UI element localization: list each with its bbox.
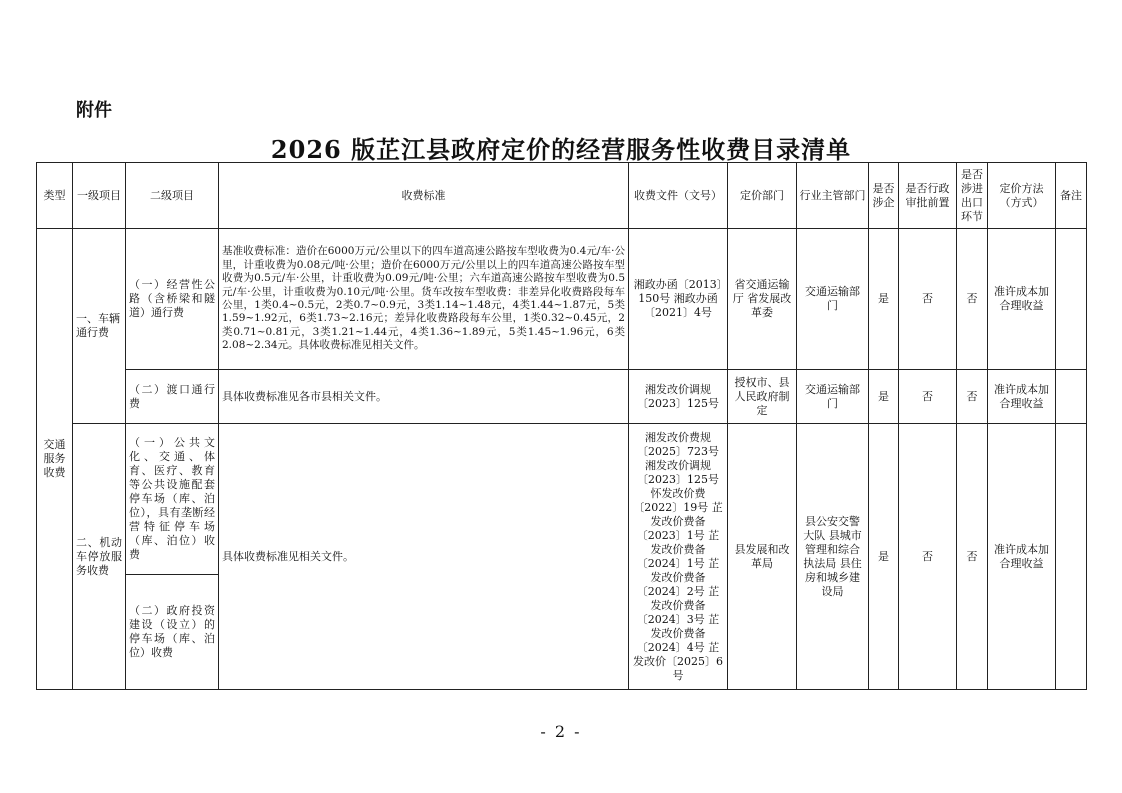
remark-cell xyxy=(1056,370,1087,424)
pricing-dept-cell: 县发展和改革局 xyxy=(728,424,797,690)
enterprise-cell: 是 xyxy=(869,424,899,690)
header-remark: 备注 xyxy=(1056,163,1087,229)
export-cell: 否 xyxy=(957,229,988,370)
document-cell: 湘发改价调规〔2023〕125号 xyxy=(629,370,728,424)
header-enterprise: 是否涉企 xyxy=(869,163,899,229)
level1-cell: 一、车辆通行费 xyxy=(73,229,126,424)
document-cell: 湘发改价费规〔2025〕723号 湘发改价调规〔2023〕125号 怀发改价费〔2022〕19号 芷发改价费备〔2023〕1号 芷发改价费备〔2024〕1号 芷发改价费备〔2024〕2号 芷发改价费备〔2024〕3号 芷发改价费备〔2024〕4号 芷发改价〔2025〕6号 xyxy=(629,424,728,690)
pricing-dept-cell: 授权市、县人民政府制定 xyxy=(728,370,797,424)
standard-cell: 具体收费标准见相关文件。 xyxy=(219,424,629,690)
level2-cell: （二）渡口通行费 xyxy=(126,370,219,424)
method-cell: 准许成本加合理收益 xyxy=(988,229,1056,370)
header-level2: 二级项目 xyxy=(126,163,219,229)
level2-cell: （一）经营性公路（含桥梁和隧道）通行费 xyxy=(126,229,219,370)
standard-cell: 基准收费标准：造价在6000万元/公里以下的四车道高速公路按车型收费为0.4元/车·公里，计重收费为0.08元/吨·公里；造价在6000万元/公里以上的四车道高速公路按车型收费为0.5元/车·公里，计重收费为0.09元/吨·公里；六车道高速公路按车型收费为0.5元/车·公里，计重收费为0.10元/吨·公里。货车改按车型收费：非差异化收费路段每车公里，1类0.4~0.5元，2类0.7~0.9元，3类1.14~1.48元，4类1.44~1.87元，5类1.59~1.92元，6类1.73~2.16元；差异化收费路段每车公里，1类0.32~0.45元，2类0.71~0.81元，3类1.21~1.44元，4类1.36~1.89元，5类1.45~1.96元，6类2.08~2.34元。具体收费标准见相关文件。 xyxy=(219,229,629,370)
header-level1: 一级项目 xyxy=(73,163,126,229)
page-title: 2026 版芷江县政府定价的经营服务性收费目录清单 xyxy=(270,135,852,164)
table-row xyxy=(37,229,1087,370)
header-industry-dept: 行业主管部门 xyxy=(797,163,869,229)
header-type: 类型 xyxy=(37,163,73,229)
industry-dept-cell: 交通运输部门 xyxy=(797,229,869,370)
header-row xyxy=(37,163,1087,229)
approval-cell: 否 xyxy=(899,370,957,424)
method-cell: 准许成本加合理收益 xyxy=(988,370,1056,424)
category-cell: 交通服务收费 xyxy=(37,229,73,690)
attachment-label: 附件 xyxy=(76,100,112,121)
page-number: - 2 - xyxy=(540,722,582,741)
pricing-dept-cell: 省交通运输厅 省发展改革委 xyxy=(728,229,797,370)
method-cell: 准许成本加合理收益 xyxy=(988,424,1056,690)
approval-cell: 否 xyxy=(899,424,957,690)
document-cell: 湘政办函〔2013〕150号 湘政办函〔2021〕4号 xyxy=(629,229,728,370)
remark-cell xyxy=(1056,229,1087,370)
level2-cell: （一）公共文化、交通、体育、医疗、教育等公共设施配套停车场（库、泊位），具有垄断经营特征停车场（库、泊位）收费 xyxy=(126,424,219,575)
enterprise-cell: 是 xyxy=(869,229,899,370)
header-document: 收费文件（文号） xyxy=(629,163,728,229)
standard-cell: 具体收费标准见各市县相关文件。 xyxy=(219,370,629,424)
industry-dept-cell: 交通运输部门 xyxy=(797,370,869,424)
fee-catalog-table xyxy=(36,162,1087,690)
industry-dept-cell: 县公安交警大队 县城市管理和综合执法局 县住房和城乡建设局 xyxy=(797,424,869,690)
level2-cell: （二）政府投资建设（设立）的停车场（库、泊位）收费 xyxy=(126,575,219,690)
header-standard: 收费标准 xyxy=(219,163,629,229)
table-row xyxy=(37,370,1087,424)
export-cell: 否 xyxy=(957,370,988,424)
header-method: 定价方法（方式） xyxy=(988,163,1056,229)
level1-cell: 二、机动车停放服务收费 xyxy=(73,424,126,690)
enterprise-cell: 是 xyxy=(869,370,899,424)
header-approval: 是否行政审批前置 xyxy=(899,163,957,229)
header-export: 是否涉进出口环节 xyxy=(957,163,988,229)
approval-cell: 否 xyxy=(899,229,957,370)
export-cell: 否 xyxy=(957,424,988,690)
header-pricing-dept: 定价部门 xyxy=(728,163,797,229)
table-row xyxy=(37,424,1087,575)
remark-cell xyxy=(1056,424,1087,690)
